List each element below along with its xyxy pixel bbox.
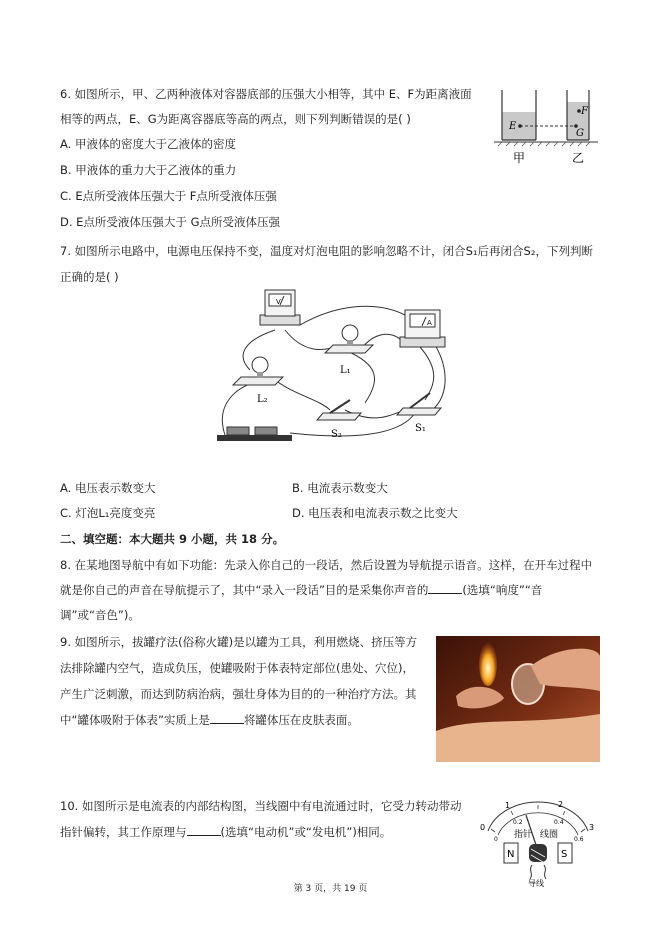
tick-1: 1 xyxy=(505,801,511,810)
q6-option-a: A. 甲液体的密度大于乙液体的密度 xyxy=(60,137,236,151)
q6-option-d: D. E点所受液体压强大于 G点所受液体压强 xyxy=(60,215,280,229)
q6-label-e: E xyxy=(509,121,517,132)
q9-answer-blank[interactable] xyxy=(210,713,244,724)
ammeter-icon xyxy=(400,310,445,347)
small-tick-0: 0 xyxy=(494,836,498,843)
small-tick-1: 0.2 xyxy=(513,819,523,826)
q7-option-c: C. 灯泡L₁亮度变亮 xyxy=(60,506,156,520)
q6-label-g: G xyxy=(576,128,584,139)
switch-s2-icon xyxy=(317,400,361,420)
q9-line1: 9. 如图所示，拔罐疗法(俗称火罐)是以罐为工具，利用燃烧、挤压等方 xyxy=(60,635,418,649)
tick-3: 3 xyxy=(589,823,595,832)
q6-caption-jia: 甲 xyxy=(513,151,526,165)
label-s2: S₂ xyxy=(331,429,342,440)
q7-option-d: D. 电压表和电流表示数之比变大 xyxy=(292,506,458,520)
section-2-heading: 二、填空题：本大题共 9 小题，共 18 分。 xyxy=(60,532,285,546)
flame-icon xyxy=(479,642,497,686)
label-wire: 导线 xyxy=(528,879,544,888)
battery-icon xyxy=(217,427,292,441)
magnet-n: N xyxy=(507,849,515,860)
q6-option-b: B. 甲液体的重力大于乙液体的重力 xyxy=(60,163,237,177)
q6-label-f: F xyxy=(581,106,588,117)
q6-caption-yi: 乙 xyxy=(572,151,585,165)
page-footer: 第 3 页，共 19 页 xyxy=(293,884,368,894)
voltmeter-icon xyxy=(260,290,300,325)
tick-2: 2 xyxy=(558,800,564,809)
voltmeter-label: V xyxy=(276,298,281,306)
q9-cupping-photo xyxy=(436,636,600,762)
q6-containers-figure xyxy=(492,88,602,168)
bulb-l1-icon xyxy=(325,325,373,353)
q8-line3: 调”或“音色”)。 xyxy=(60,608,140,622)
q9-line4: 中“罐体吸附于体表”实质上是 将罐体压在皮肤表面。 xyxy=(60,713,359,727)
q10-answer-blank[interactable] xyxy=(187,825,221,836)
switch-s1-icon xyxy=(397,393,441,415)
label-pointer: 指针 xyxy=(514,830,533,840)
label-s1: S₁ xyxy=(415,423,426,434)
small-tick-2: 0.4 xyxy=(554,819,564,826)
tick-0: 0 xyxy=(480,823,486,832)
q6-line1: 6. 如图所示，甲、乙两种液体对容器底部的压强大小相等，其中 E、F为距离液面 xyxy=(60,87,472,101)
label-l2: L₂ xyxy=(257,394,268,405)
q6-option-c: C. E点所受液体压强大于 F点所受液体压强 xyxy=(60,189,277,203)
q10-line1: 10. 如图所示是电流表的内部结构图，当线圈中有电流通过时，它受力转动带动 xyxy=(60,799,462,813)
q8-line1: 8. 在某地图导航中有如下功能：先录入你自己的一段话，然后设置为导航提示语音。这样，在开车过程中 xyxy=(60,558,593,572)
q7-option-b: B. 电流表示数变大 xyxy=(292,481,388,495)
small-tick-3: 0.6 xyxy=(574,836,584,843)
label-l1: L₁ xyxy=(340,365,351,376)
q9-line3: 产生广泛刺激，而达到防病治病，强壮身体为目的的一种治疗方法。其 xyxy=(60,687,417,701)
q7-line1: 7. 如图所示电路中，电源电压保持不变，温度对灯泡电阻的影响忽略不计，闭合S₁后再闭合S₂，下列判断 xyxy=(60,244,593,258)
ammeter-label: A xyxy=(427,319,432,327)
q7-circuit-figure xyxy=(205,285,465,450)
q7-line2: 正确的是( ) xyxy=(60,270,119,284)
q8-line2: 就是你自己的声音在导航提示了，其中“录入一段话”目的是采集你声音的 (选填“响度”“音 xyxy=(60,583,543,597)
q8-answer-blank[interactable] xyxy=(428,583,462,594)
q6-line2: 相等的两点，E、G为距离容器底等高的两点，则下列判断错误的是( ) xyxy=(60,112,411,126)
q9-line2: 法排除罐内空气，造成负压，使罐吸附于体表特定部位(患处、穴位)， xyxy=(60,661,414,675)
magnet-s: S xyxy=(561,849,568,860)
q7-option-a: A. 电压表示数变大 xyxy=(60,481,156,495)
label-coil: 线圈 xyxy=(540,830,559,840)
q10-line2: 指针偏转，其工作原理与 (选填“电动机”或“发电机”)相同。 xyxy=(60,825,392,839)
bulb-l2-icon xyxy=(233,357,283,385)
q10-ammeter-structure xyxy=(476,793,600,888)
